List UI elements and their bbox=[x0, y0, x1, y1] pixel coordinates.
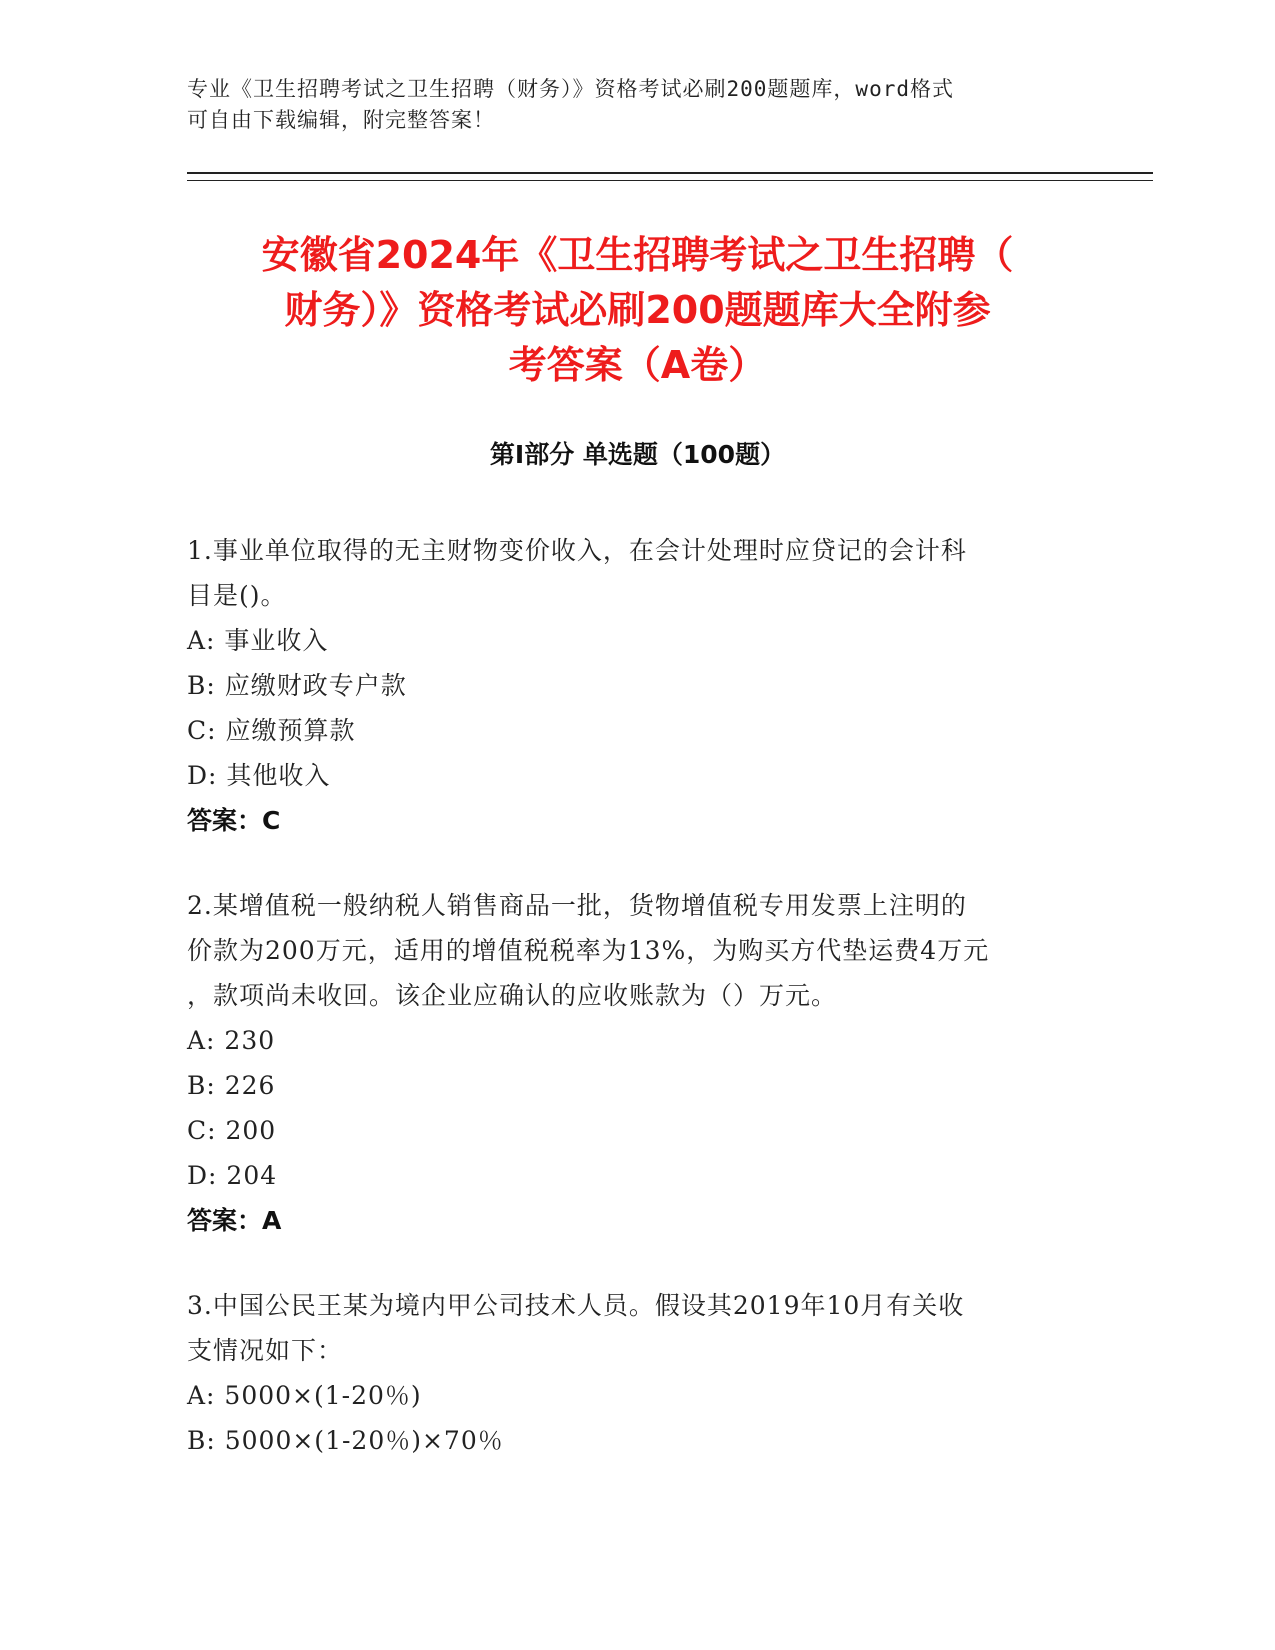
header-note bbox=[187, 74, 1087, 136]
question-text-line: 价款为200万元，适用的增值税税率为13%，为购买方代垫运费4万元 bbox=[187, 936, 990, 965]
answer: 答案：C bbox=[187, 806, 281, 835]
question-list bbox=[187, 528, 1087, 1503]
header-rule-thin bbox=[187, 180, 1153, 181]
document-title bbox=[170, 228, 1105, 393]
question-1 bbox=[187, 528, 1087, 843]
option-c: C: 应缴预算款 bbox=[187, 716, 356, 745]
header-note-line-2: 可自由下载编辑，附完整答案！ bbox=[187, 108, 495, 132]
question-text-line: 3.中国公民王某为境内甲公司技术人员。假设其2019年10月有关收 bbox=[187, 1291, 965, 1320]
question-3 bbox=[187, 1283, 1087, 1463]
option-b: B: 应缴财政专户款 bbox=[187, 671, 407, 700]
option-a: A: 230 bbox=[187, 1026, 276, 1055]
answer: 答案：A bbox=[187, 1206, 282, 1235]
option-d: D: 204 bbox=[187, 1161, 278, 1190]
document-title-line-2: 财务）》资格考试必刷200题题库大全附参 bbox=[284, 288, 991, 332]
document-title-line-3: 考答案（A卷） bbox=[508, 343, 767, 387]
question-text-line: ，款项尚未收回。该企业应确认的应收账款为（）万元。 bbox=[187, 981, 838, 1010]
option-a: A: 5000×(1-20％) bbox=[187, 1381, 422, 1410]
option-c: C: 200 bbox=[187, 1116, 277, 1145]
question-text-line: 2.某增值税一般纳税人销售商品一批，货物增值税专用发票上注明的 bbox=[187, 891, 967, 920]
option-d: D: 其他收入 bbox=[187, 761, 331, 790]
option-b: B: 226 bbox=[187, 1071, 276, 1100]
header-note-line-1: 专业《卫生招聘考试之卫生招聘（财务）》资格考试必刷200题题库，word格式 bbox=[187, 77, 954, 101]
option-a: A: 事业收入 bbox=[187, 626, 329, 655]
header-rule-thick bbox=[187, 172, 1153, 174]
question-text-line: 目是()。 bbox=[187, 581, 287, 610]
question-text-line: 支情况如下： bbox=[187, 1336, 344, 1365]
option-b: B: 5000×(1-20％)×70％ bbox=[187, 1426, 504, 1455]
question-text-line: 1.事业单位取得的无主财物变价收入，在会计处理时应贷记的会计科 bbox=[187, 536, 967, 565]
section-heading: 第Ⅰ部分 单选题（100题） bbox=[489, 440, 786, 469]
document-title-line-1: 安徽省2024年《卫生招聘考试之卫生招聘（ bbox=[261, 233, 1014, 277]
question-2 bbox=[187, 883, 1087, 1243]
